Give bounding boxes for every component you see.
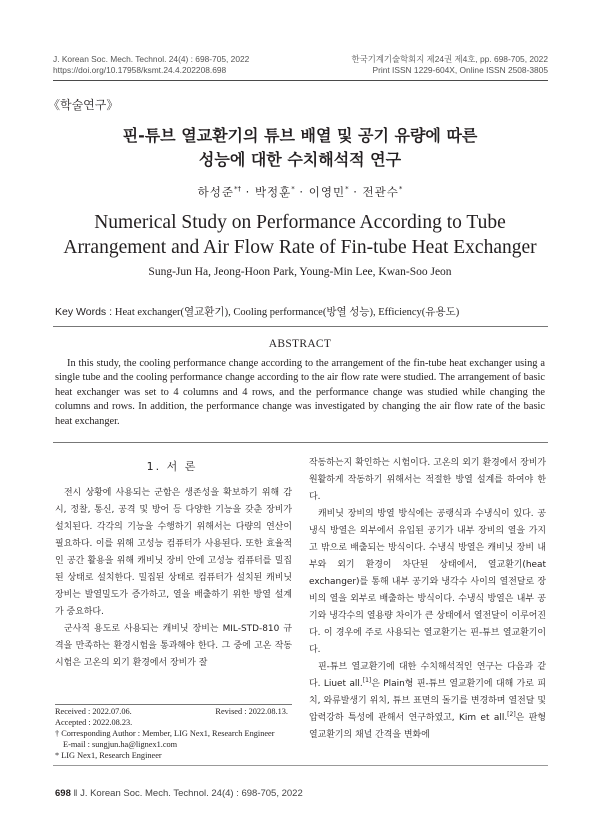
header-rule [53, 80, 548, 81]
paragraph-text: 은 Plain형 핀-튜브 열교환기에 대해 가로 피치, 와류발생기 위치, 튜브 표면의 돌기를 변경하며 열전달 및 압력강하 특성에 관해서 연구하였고, Kim et all. [309, 679, 546, 723]
author-affiliation: * LIG Nex1, Research Engineer [55, 751, 162, 760]
keywords-text: Heat exchanger(열교환기), Cooling performance(방열 성능), Efficiency(유용도) [114, 307, 460, 318]
received-date [55, 706, 292, 718]
paragraph-text: 은 판형 열교환기의 채널 간격을 변화에 [309, 713, 546, 740]
title-ko-line1: 핀-튜브 열교환기의 튜브 배열 및 공기 유량에 따른 [122, 126, 478, 145]
author-mark: *† [233, 185, 241, 194]
footnote-rule [55, 704, 292, 705]
title-en-line1: Numerical Study on Performance According to Tube [94, 212, 506, 233]
keywords-rule [53, 326, 548, 327]
footer-journal: J. Korean Soc. Mech. Technol. 24(4) : 698-705, 2022 [80, 788, 303, 799]
paragraph: 작동하는지 확인하는 시험이다. 고온의 외기 환경에서 장비가 원활하게 작동하기 위해서는 적절한 방열 설계를 하여야 한다. [309, 458, 546, 502]
title-ko-line2: 성능에 대한 수치해석적 연구 [198, 150, 402, 169]
authors-ko [0, 184, 600, 200]
author-ko: 전관수 [362, 185, 399, 199]
author-separator: · [348, 185, 363, 199]
authors-en: Sung-Jun Ha, Jeong-Hoon Park, Young-Min Lee, Kwan-Soo Jeon [148, 266, 452, 278]
author-mark: * [291, 185, 295, 194]
received-text: Received : 2022.07.06. [55, 707, 132, 716]
author-email[interactable]: E-mail : sungjun.ha@lignex1.com [63, 740, 178, 749]
abstract-text: In this study, the cooling performance change according to the arrangement of the fin-tube heat exchanger using a single tube and the cooling performance change according to the air flow rate were studied. The arrangement of basic heat exchanger was set to 4 columns and 4 rows, and the performance change was studied while changing the columns and rows. In addition, the performance change was investigated by changing the air flow rate of the basic heat exchanger. [55, 358, 545, 427]
abstract-heading: ABSTRACT [268, 338, 332, 350]
paragraph [309, 659, 546, 744]
page-footer [55, 788, 303, 799]
paragraph: 군사적 용도로 사용되는 캐비닛 장비는 MIL-STD-810 규격을 만족하는 환경시험을 통과해야 한다. 그 중에 고온 작동 시험은 고온의 외기 환경에서 장비가 잘 [55, 624, 292, 668]
paragraph: 캐비닛 장비의 방열 방식에는 공랭식과 수냉식이 있다. 공냉식 방열은 외부에서 유입된 공기가 내부 장비의 열을 가지고 밖으로 배출되는 방식이다. 수냉식 방열은 캐비닛 장비 내부와 외기 환경이 차단된 상태에서, 열교환기(heat exchanger)를 통해 내부 공기와 냉각수 사이의 열전달로 장비의 열을 외부로 배출하는 방식이다. 수냉식 방열은 내부 공기와 냉각수의 열용량 차이가 큰 상태에서 열전달이 이루어진다. 이 경우에 주로 사용되는 열교환기는 핀-튜브 열교환기이다. [309, 509, 546, 655]
section-heading: 1. 서 론 [146, 460, 198, 473]
abstract-rule [53, 442, 548, 443]
citation-ref[interactable]: [2] [507, 711, 516, 719]
right-column [309, 455, 546, 744]
author-mark: * [345, 185, 349, 194]
keywords [55, 304, 459, 319]
footer-separator: ‖ [70, 788, 81, 799]
keywords-label: Key Words : [55, 306, 115, 318]
page-number: 698 [55, 788, 71, 799]
doi-link[interactable]: https://doi.org/10.17958/ksmt.24.4.202208.698 [53, 65, 227, 75]
author-ko: 박정훈 [254, 185, 292, 199]
paragraph-text: 핀-튜브 열교환기에 대한 수치해석적인 연구는 다음과 같다. Liuet all. [309, 662, 546, 689]
corresponding-author: † Corresponding Author : Member, LIG Nex1, Research Engineer [55, 729, 275, 738]
author-mark: * [398, 185, 403, 194]
title-en-line2: Arrangement and Air Flow Rate of Fin-tube Heat Exchanger [63, 237, 537, 258]
paragraph: 전시 상황에 사용되는 군함은 생존성을 확보하기 위해 감시, 정찰, 통신, 공격 및 방어 등 다양한 기능을 갖춘 장비가 설치된다. 각각의 기능을 수행하기 위해서는 다량의 연산이 필요하다. 이를 위해 고성능 컴퓨터가 사용된다. 또한 효율적인 공간 활용을 위해 캐비닛 장비 안에 고성능 컴퓨터를 밀집된 상태로 설치한다. 밀집된 상태로 컴퓨터가 설치된 캐비닛 장비는 발열밀도가 증가하고, 열을 배출하기 위한 방열 설계가 중요하다. [55, 488, 292, 617]
citation-ref[interactable]: [1] [362, 677, 372, 685]
author-separator: · [294, 185, 309, 199]
footer-rule [53, 765, 548, 766]
running-header-right [352, 54, 548, 76]
article-category: 《학술연구》 [48, 98, 119, 112]
journal-citation: J. Korean Soc. Mech. Technol. 24(4) : 698-705, 2022 [53, 54, 250, 64]
author-ko: 이영민 [308, 185, 346, 199]
revised-text: Revised : 2022.08.13. [215, 707, 288, 716]
running-header-left [53, 54, 249, 76]
author-ko: 하성준 [197, 185, 234, 199]
accepted-date: Accepted : 2022.08.23. [55, 718, 133, 727]
issn: Print ISSN 1229-604X, Online ISSN 2508-3805 [372, 65, 548, 75]
journal-citation-ko: 한국기계기술학회지 제24권 제4호, pp. 698-705, 2022 [351, 54, 548, 64]
left-column [55, 485, 292, 672]
author-separator: · [240, 185, 255, 199]
